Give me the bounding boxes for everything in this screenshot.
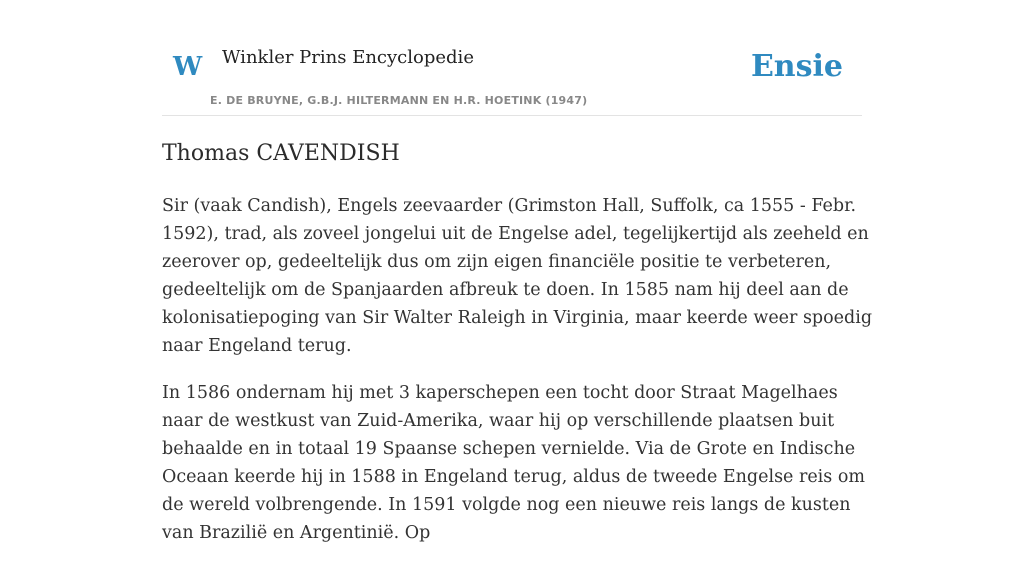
source-title-link[interactable]: Winkler Prins Encyclopedie xyxy=(222,47,474,68)
source-header xyxy=(162,40,862,116)
winkler-prins-logo-icon: W xyxy=(173,52,203,82)
source-authors: E. DE BRUYNE, G.B.J. HILTERMANN EN H.R. HOETINK (1947) xyxy=(210,94,588,107)
article-paragraph: Sir (vaak Candish), Engels zeevaarder (Grimston Hall, Suffolk, ca 1555 - Febr. 1592), trad, als zoveel jongelui uit de Engelse adel, tegelijkertijd als zeeheld en zeerover op, gedeeltelijk dus om zijn eigen financiële positie te verbeteren, gedeeltelijk om de Spanjaarden afbreuk te doen. In 1585 nam hij deel aan de kolonisatiepoging van Sir Walter Raleigh in Virginia, maar keerde weer spoedig naar Engeland terug. xyxy=(162,196,873,356)
article-paragraph: In 1586 ondernam hij met 3 kaperschepen een tocht door Straat Magelhaes naar de westkust van Zuid-Amerika, waar hij op verschillende plaatsen buit behaalde en in totaal 19 Spaanse schepen vernielde. Via de Grote en Indische Oceaan keerde hij in 1588 in Engeland terug, aldus de tweede Engelse reis om de wereld volbrengende. In 1591 volgde nog een nieuwe reis langs de kusten van Brazilië en Argentinië. Op xyxy=(162,383,865,543)
ensie-brand-logo[interactable]: Ensie xyxy=(750,49,843,84)
article-body xyxy=(162,192,874,566)
article-title: Thomas CAVENDISH xyxy=(162,141,400,166)
